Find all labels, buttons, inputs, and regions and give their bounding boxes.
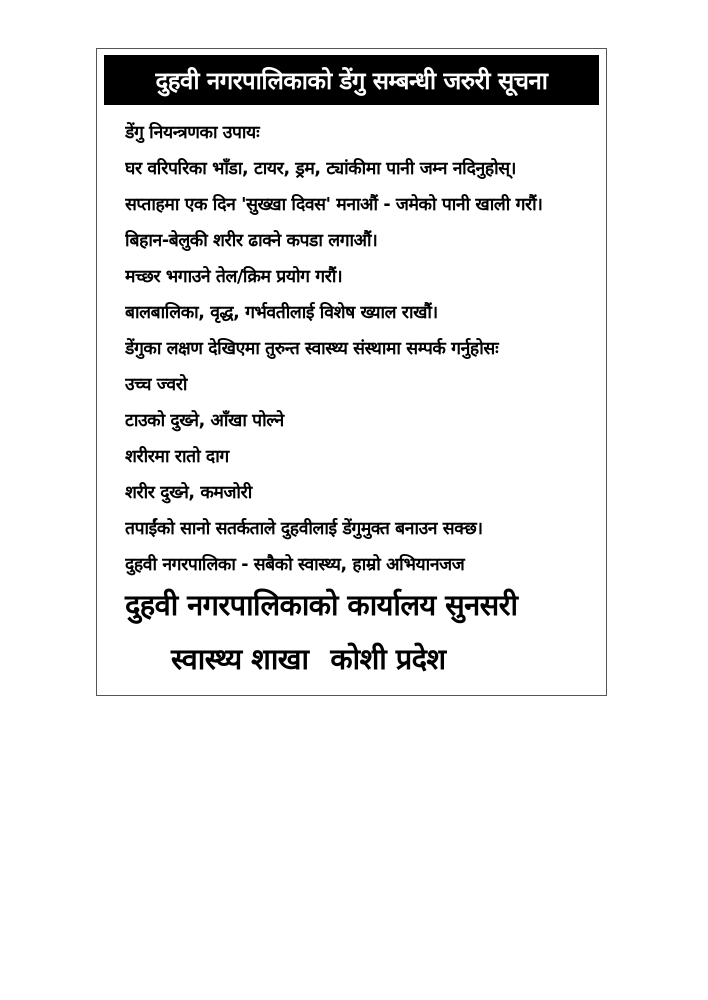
office-name: दुहवी नगरपालिकाको कार्यालय सुनसरी [125, 588, 518, 622]
notice-line: तपाईंको सानो सतर्कताले दुहवीलाई डेंगुमुक्त बनाउन सक्छ। [125, 519, 483, 539]
notice-line: मच्छर भगाउने तेल/क्रिम प्रयोग गरौं। [125, 267, 343, 287]
notice-line: उच्च ज्वरो [125, 375, 188, 395]
notice-body [125, 115, 595, 583]
notice-poster [96, 48, 607, 696]
notice-line: डेंगु नियन्त्रणका उपायः [125, 123, 260, 143]
notice-line: दुहवी नगरपालिका - सबैको स्वास्थ्य, हाम्रो अभियानजज [125, 555, 465, 575]
notice-line: डेंगुका लक्षण देखिएमा तुरुन्त स्वास्थ्य संस्थामा सम्पर्क गर्नुहोसः [125, 339, 499, 359]
notice-title: दुहवी नगरपालिकाको डेंगु सम्बन्धी जरुरी सूचना [104, 55, 599, 105]
notice-line: सप्ताहमा एक दिन 'सुख्खा दिवस' मनाऔं - जमेको पानी खाली गरौं। [125, 195, 543, 215]
notice-line: घर वरिपरिका भाँडा, टायर, ड्रम, ट्यांकीमा पानी जम्न नदिनुहोस्। [125, 159, 516, 179]
notice-line: शरीर दुख्ने, कमजोरी [125, 483, 252, 503]
notice-line: बालबालिका, वृद्ध, गर्भवतीलाई विशेष ख्याल राखौं। [125, 303, 438, 323]
notice-line: टाउको दुख्ने, आँखा पोल्ने [125, 411, 284, 431]
notice-line: शरीरमा रातो दाग [125, 447, 229, 467]
branch-line [171, 635, 591, 683]
branch-name: स्वास्थ्य शाखा [171, 642, 309, 676]
province-name: कोशी प्रदेश [330, 642, 446, 676]
notice-line: बिहान-बेलुकी शरीर ढाक्ने कपडा लगाऔं। [125, 231, 378, 251]
